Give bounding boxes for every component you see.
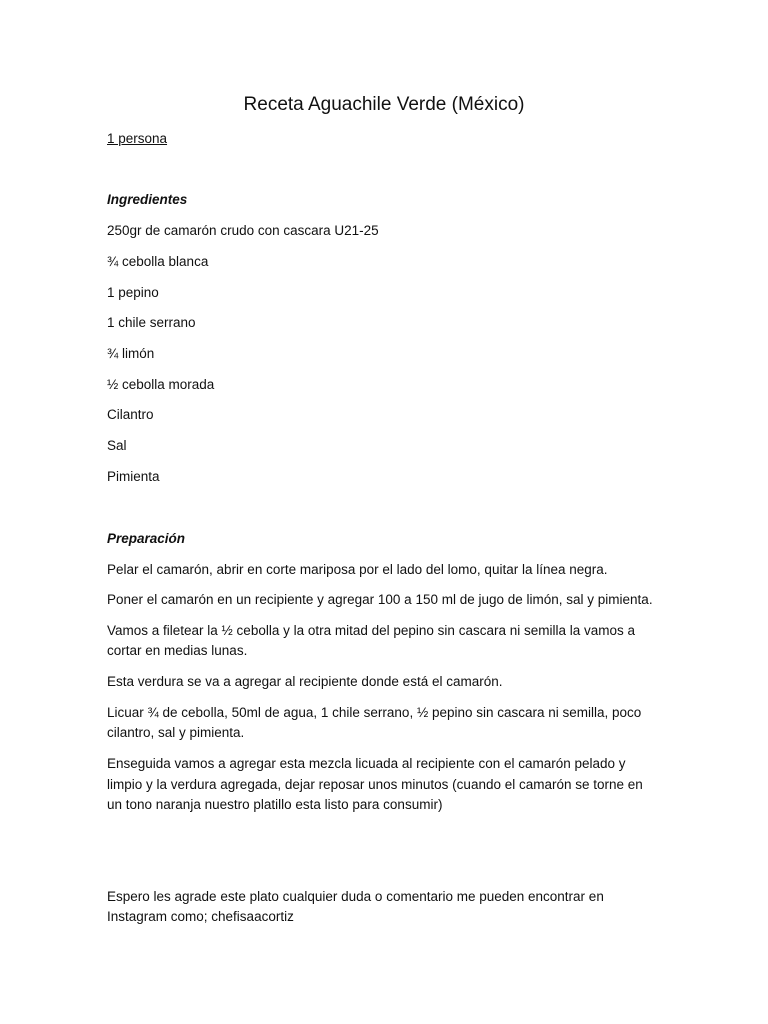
ingredient-item: Cilantro <box>107 407 154 422</box>
closing-line: Espero les agrade este plato cualquier duda o comentario me pueden encontrar en <box>107 889 604 904</box>
ingredient-item: Sal <box>107 438 127 453</box>
closing-line: Instagram como; chefisaacortiz <box>107 909 294 924</box>
ingredients-heading: Ingredientes <box>107 192 188 207</box>
recipe-title: Receta Aguachile Verde (México) <box>243 94 525 115</box>
ingredient-item: 250gr de camarón crudo con cascara U21-25 <box>107 223 379 238</box>
step-line: Enseguida vamos a agregar esta mezcla licuada al recipiente con el camarón pelado y <box>107 756 626 771</box>
step-line: cortar en medias lunas. <box>107 643 248 658</box>
preparation-heading: Preparación <box>107 531 186 546</box>
servings: 1 persona <box>107 131 168 146</box>
step-line: Licuar ¾ de cebolla, 50ml de agua, 1 chile serrano, ½ pepino sin cascara ni semilla, poco <box>107 705 642 720</box>
step-line: Vamos a filetear la ½ cebolla y la otra mitad del pepino sin cascara ni semilla la vamos a <box>107 623 636 638</box>
step-line: Esta verdura se va a agregar al recipiente donde está el camarón. <box>107 674 503 689</box>
ingredient-item: ½ cebolla morada <box>107 377 215 392</box>
ingredient-item: ¾ cebolla blanca <box>107 254 209 269</box>
step-line: limpio y la verdura agregada, dejar reposar unos minutos (cuando el camarón se torne en <box>107 777 643 792</box>
step-line: un tono naranja nuestro platillo esta listo para consumir) <box>107 797 443 812</box>
step-line: Pelar el camarón, abrir en corte mariposa por el lado del lomo, quitar la línea negra. <box>107 562 608 577</box>
ingredient-item: 1 pepino <box>107 285 159 300</box>
ingredient-item: 1 chile serrano <box>107 315 196 330</box>
ingredient-item: ¾ limón <box>107 346 155 361</box>
step-line: Poner el camarón en un recipiente y agregar 100 a 150 ml de jugo de limón, sal y pimienta. <box>107 592 653 607</box>
step-line: cilantro, sal y pimienta. <box>107 725 245 740</box>
ingredient-item: Pimienta <box>107 469 160 484</box>
